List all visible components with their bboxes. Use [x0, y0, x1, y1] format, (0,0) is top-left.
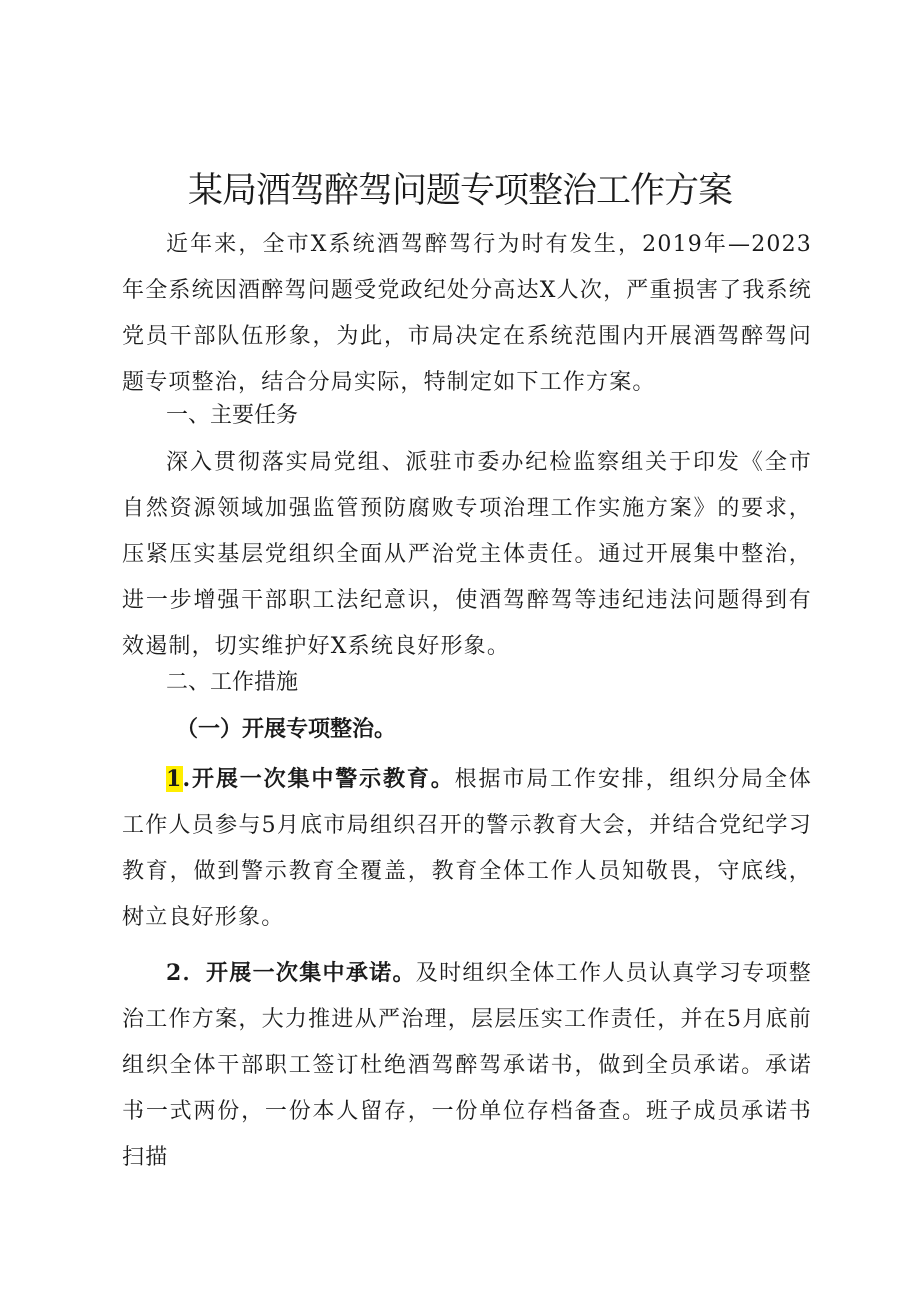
item2-body: 及时组织全体工作人员认真学习专项整治工作方案，大力推进从严治理，层层压实工作责任，并在5月底前组织全体干部职工签订杜绝酒驾醉驾承诺书，做到全员承诺。承诺书一式两份，一份本人留存，一份单位存档备查。班子成员承诺书扫描 [122, 961, 812, 1170]
intro-text: 近年来，全市X系统酒驾醉驾行为时有发生，2019年—2023年全系统因酒醉驾问题受党政纪处分高达X人次，严重损害了我系统党员干部队伍形象，为此，市局决定在系统范围内开展酒驾醉驾问题专项整治，结合分局实际，特制定如下工作方案。 [122, 232, 812, 395]
item1-paragraph [122, 756, 812, 941]
item1-number: 1 [166, 766, 183, 792]
section1-text: 深入贯彻落实局党组、派驻市委办纪检监察组关于印发《全市自然资源领域加强监管预防腐败专项治理工作实施方案》的要求，压紧压实基层党组织全面从严治党主体责任。通过开展集中整治，进一步增强干部职工法纪意识，使酒驾醉驾等违纪违法问题得到有效遏制，切实维护好X系统良好形象。 [122, 450, 812, 659]
section2-subheading: （一）开展专项整治。 [176, 716, 397, 742]
item2-text [122, 950, 812, 1181]
item2-paragraph [122, 950, 812, 1181]
item1-lead: .开展一次集中警示教育。 [182, 766, 455, 792]
section1-heading: 一、主要任务 [166, 403, 299, 428]
item1-text [122, 756, 812, 941]
item2-lead: ．开展一次集中承诺。 [182, 960, 416, 986]
item1-body: 根据市局工作安排，组织分局全体工作人员参与5月底市局组织召开的警示教育大会，并结合党纪学习教育，做到警示教育全覆盖，教育全体工作人员知敬畏，守底线，树立良好形象。 [122, 767, 812, 930]
item2-number: 2 [166, 960, 183, 986]
section2-heading: 二、工作措施 [166, 670, 299, 695]
document-title: 某局酒驾醉驾问题专项整治工作方案 [187, 171, 732, 211]
section1-paragraph [122, 440, 812, 670]
intro-paragraph [122, 222, 812, 406]
